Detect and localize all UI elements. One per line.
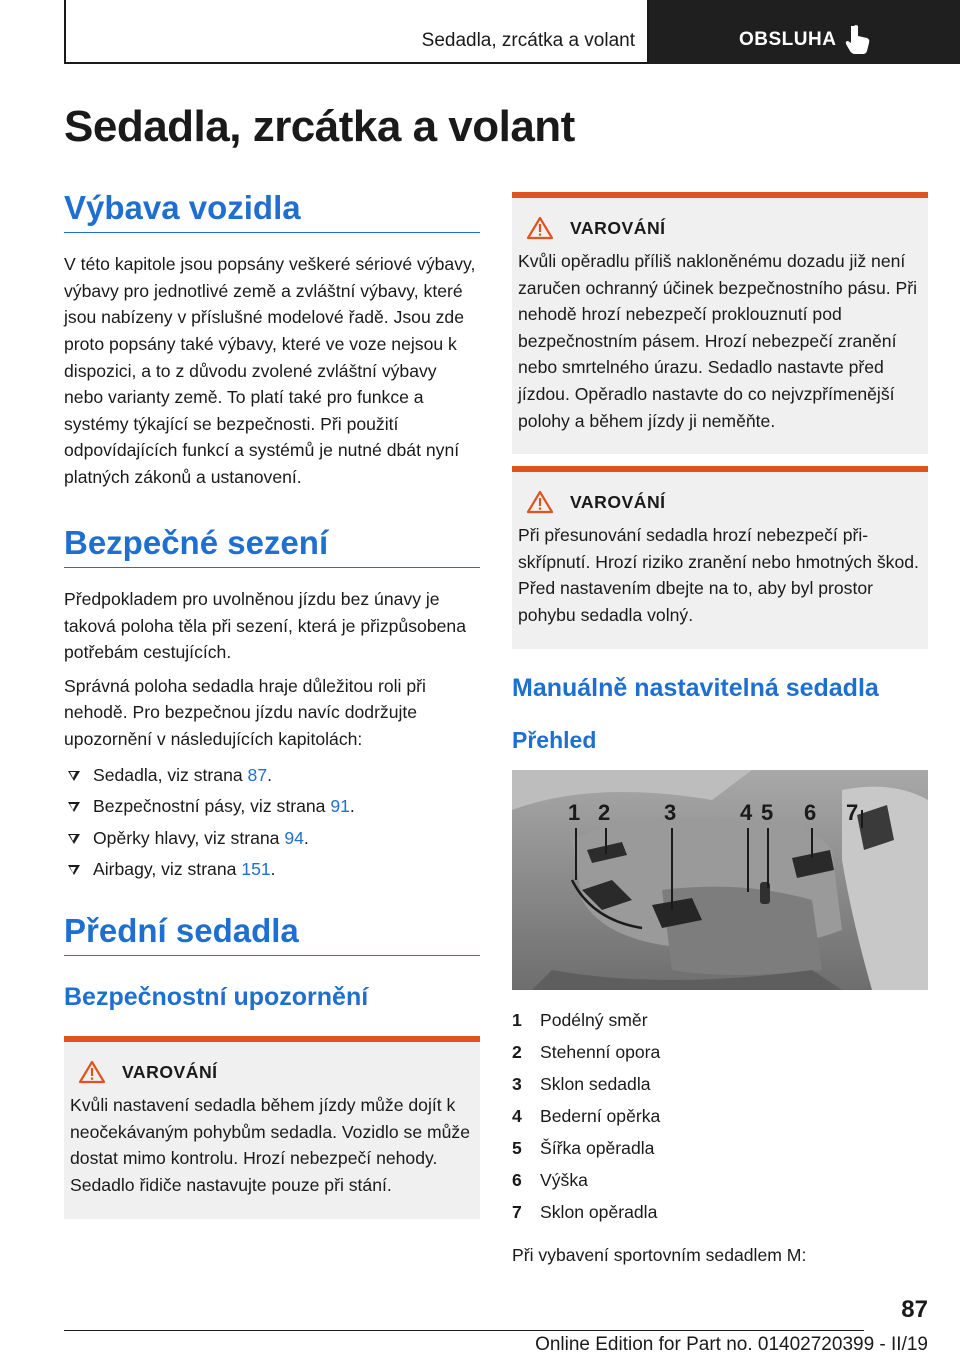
page-link[interactable]: 87 — [247, 764, 268, 785]
list-item: Opěrky hlavy, viz strana 94. — [64, 825, 480, 852]
warning-title: VAROVÁNÍ — [570, 217, 666, 238]
page-title: Sedadla, zrcátka a volant — [64, 102, 575, 151]
heading-bezpecne-sezeni: Bezpečné sezení — [64, 525, 480, 568]
header-chapter-title: OBSLUHA — [739, 29, 837, 50]
footer-divider — [64, 1330, 864, 1331]
heading-prehled: Přehled — [512, 726, 597, 753]
photo-label: 3 — [664, 800, 677, 826]
legend-item: 5 Šířka opěradla — [512, 1138, 655, 1159]
list-item: Bezpečnostní pásy, viz strana 91. — [64, 793, 480, 820]
page-header — [64, 0, 960, 64]
seat-controls-photo — [512, 770, 928, 990]
warning-header — [70, 1060, 474, 1084]
legend-item: 3 Sklon sedadla — [512, 1074, 651, 1095]
legend-list — [512, 1004, 928, 1228]
legend-item: 7 Sklon opěradla — [512, 1202, 658, 1223]
legend-item: 1 Podélný směr — [512, 1010, 648, 1031]
heading-manualne-nastavitelna-sedadla: Manuálně nastavitelná sedadla — [512, 673, 879, 702]
paragraph-sport-seat: Při vybavení sportovním sedadlem M: — [512, 1245, 807, 1266]
warning-title: VAROVÁNÍ — [570, 491, 666, 512]
warning-text: Kvůli opěradlu příliš nakloněnému dozadu již není zaručen ochranný účinek bezpečnostního pásu. Při nehodě hrozí nebezpečí proklouznutí pod bezpečnostním pásem. Hrozí nebezpečí zranění nebo smrtelného úrazu. Sedadlo nastavte před jízdou. Opěradlo nastavte do co nejvzpřímenější polohy a během jízdy ji neměňte. — [518, 251, 918, 431]
page-link[interactable]: 94 — [284, 827, 304, 848]
warning-title: VAROVÁNÍ — [122, 1061, 218, 1082]
page-link[interactable]: 151 — [241, 859, 271, 880]
legend-item: 2 Stehenní opora — [512, 1042, 661, 1063]
list-item: Airbagy, viz strana 151. — [64, 856, 480, 883]
warning-header — [518, 216, 922, 240]
chapter-reference-list — [64, 762, 480, 883]
header-section-box — [64, 0, 649, 64]
warning-box — [64, 1036, 480, 1218]
warning-text: Při přesunování sedadla hrozí nebezpečí přiskřípnutí. Hrozí riziko zranění nebo hmotných škod. Před nastavením dbejte na to, aby byl prostor pohybu sedadla volný. — [518, 525, 919, 625]
pointing-hand-icon — [845, 24, 873, 54]
photo-label: 5 — [761, 800, 774, 826]
header-section-title: Sedadla, zrcátka a volant — [421, 30, 635, 51]
warning-header — [518, 490, 922, 514]
paragraph-sezeni-2: Správná poloha sedadla hraje důležitou roli při nehodě. Pro bezpečnou jízdu navíc dodržujte upozornění v následujících kapitolách: — [64, 675, 426, 749]
triangle-bullet-icon — [68, 802, 80, 812]
warning-triangle-icon — [78, 1060, 106, 1084]
legend-item: 6 Výška — [512, 1170, 588, 1191]
heading-bezpecnostni-upozorneni: Bezpečnostní upozornění — [64, 983, 369, 1012]
triangle-bullet-icon — [68, 771, 80, 781]
warning-box — [512, 466, 928, 648]
list-item: Sedadla, viz strana 87. — [64, 762, 480, 789]
page-number: 87 — [901, 1296, 928, 1323]
warning-box — [512, 192, 928, 454]
heading-vybava-vozidla: Výbava vozidla — [64, 190, 480, 233]
heading-predni-sedadla: Přední sedadla — [64, 913, 480, 956]
triangle-bullet-icon — [68, 834, 80, 844]
header-chapter-box — [649, 0, 960, 64]
warning-triangle-icon — [526, 490, 554, 514]
photo-label: 1 — [568, 800, 581, 826]
photo-label: 7 — [846, 800, 859, 826]
left-column — [64, 190, 480, 1219]
photo-label: 6 — [804, 800, 817, 826]
paragraph-vybava: V této kapitole jsou popsány veškeré sériové výbavy, výbavy pro jednotlivé země a zvláštní výbavy, které jsou nabízeny v příslušné modelové řadě. Jsou zde proto popsány také výbavy, které ve voze nejsou k dispozici, a to z důvodu zvolené zvláštní výbavy nebo varianty země. To platí také pro funkce a systémy týkající se bezpečnosti. Při použití odpovídajících funkcí a systémů je nutné dbát nyní platných zákonů a ustanovení. — [64, 254, 476, 488]
paragraph-sezeni-1: Předpokladem pro uvolněnou jízdu bez únavy je taková poloha těla při sezení, která je přizpůsobena potřebám cestujících. — [64, 588, 466, 663]
photo-label: 2 — [598, 800, 611, 826]
seat-photo-illustration — [512, 770, 928, 990]
warning-text: Kvůli nastavení sedadla během jízdy může dojít k neočekávaným pohybům sedadla. Vozidlo se může dostat mimo kontrolu. Hrozí nebezpečí nehody. Sedadlo řidiče nastavujte pouze při stání. — [70, 1095, 471, 1195]
legend-item: 4 Bederní opěrka — [512, 1106, 661, 1127]
right-column — [512, 192, 928, 1269]
photo-label: 4 — [740, 800, 753, 826]
triangle-bullet-icon — [68, 865, 80, 875]
footer-edition: Online Edition for Part no. 01402720399 - II/19 — [535, 1334, 928, 1355]
page-link[interactable]: 91 — [330, 796, 350, 817]
warning-triangle-icon — [526, 216, 554, 240]
